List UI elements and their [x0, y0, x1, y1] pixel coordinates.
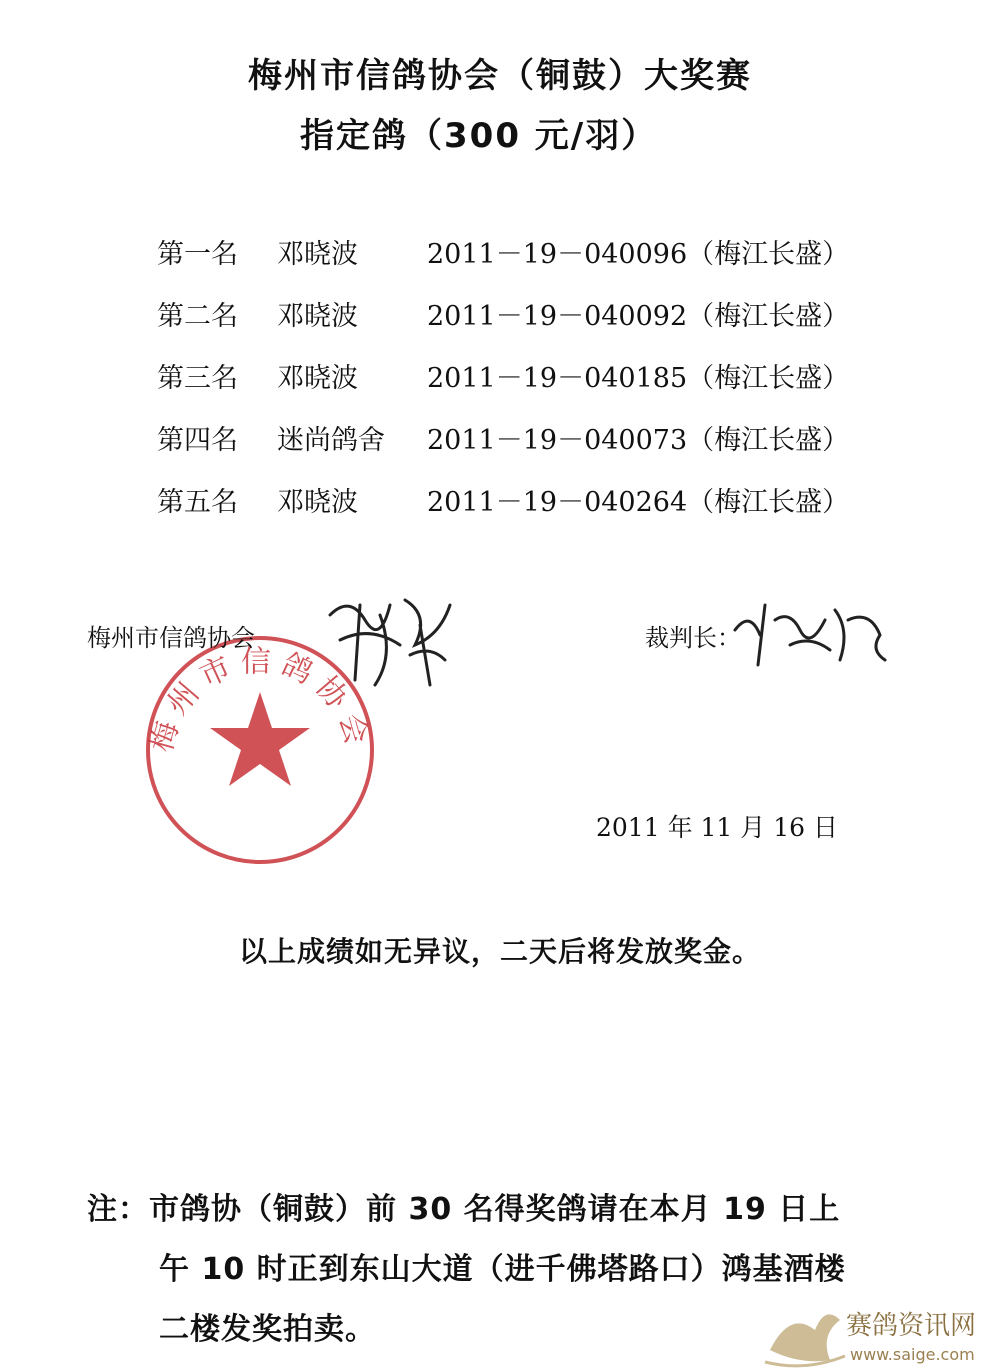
document-subtitle: 指定鸽（300 元/羽） [300, 116, 658, 156]
notice-text: 以上成绩如无异议，二天后将发放奖金。 [238, 935, 761, 968]
result-row [157, 294, 849, 356]
holder-name: 邓晓波 [277, 363, 358, 394]
result-row [157, 480, 849, 542]
document-date: 2011 年 11 月 16 日 [596, 813, 838, 842]
chief-judge-label: 裁判长： [645, 624, 741, 652]
holder-name: 邓晓波 [277, 301, 358, 332]
ring-number: 2011－19－040096（梅江长盛） [427, 239, 850, 270]
note-line: 午 10 时正到东山大道（进千佛塔路口）鸿基酒楼 [159, 1252, 846, 1287]
ring-number: 2011－19－040264（梅江长盛） [427, 487, 850, 518]
watermark-name: 赛鸽资讯网 [846, 1311, 977, 1341]
president-signature [320, 585, 460, 695]
rank-label: 第一名 [157, 239, 238, 270]
judge-signature [730, 590, 890, 670]
result-row [157, 418, 849, 480]
ring-number: 2011－19－040185（梅江长盛） [427, 363, 850, 394]
holder-name: 迷尚鸽舍 [277, 425, 385, 456]
organization-label: 梅州市信鸽协会 [87, 624, 255, 652]
result-row [157, 356, 849, 418]
rank-label: 第三名 [157, 363, 238, 394]
rank-label: 第二名 [157, 301, 238, 332]
holder-name: 邓晓波 [277, 487, 358, 518]
seal-text: 梅州市信鸽协会 [144, 644, 376, 756]
watermark-url: www.saige.com [850, 1345, 975, 1364]
note-line: 注：市鸽协（铜鼓）前 30 名得奖鸽请在本月 19 日上 [87, 1192, 841, 1227]
holder-name: 邓晓波 [277, 239, 358, 270]
pigeon-logo-icon [765, 1314, 845, 1365]
result-row [157, 232, 849, 294]
note-line: 二楼发奖拍卖。 [159, 1312, 376, 1347]
results-list [157, 232, 849, 542]
seal-star-icon [210, 692, 310, 786]
ring-number: 2011－19－040073（梅江长盛） [427, 425, 850, 456]
ring-number: 2011－19－040092（梅江长盛） [427, 301, 850, 332]
rank-label: 第四名 [157, 425, 238, 456]
document-title: 梅州市信鸽协会（铜鼓）大奖赛 [248, 56, 752, 96]
rank-label: 第五名 [157, 487, 238, 518]
site-watermark [760, 1290, 1000, 1372]
